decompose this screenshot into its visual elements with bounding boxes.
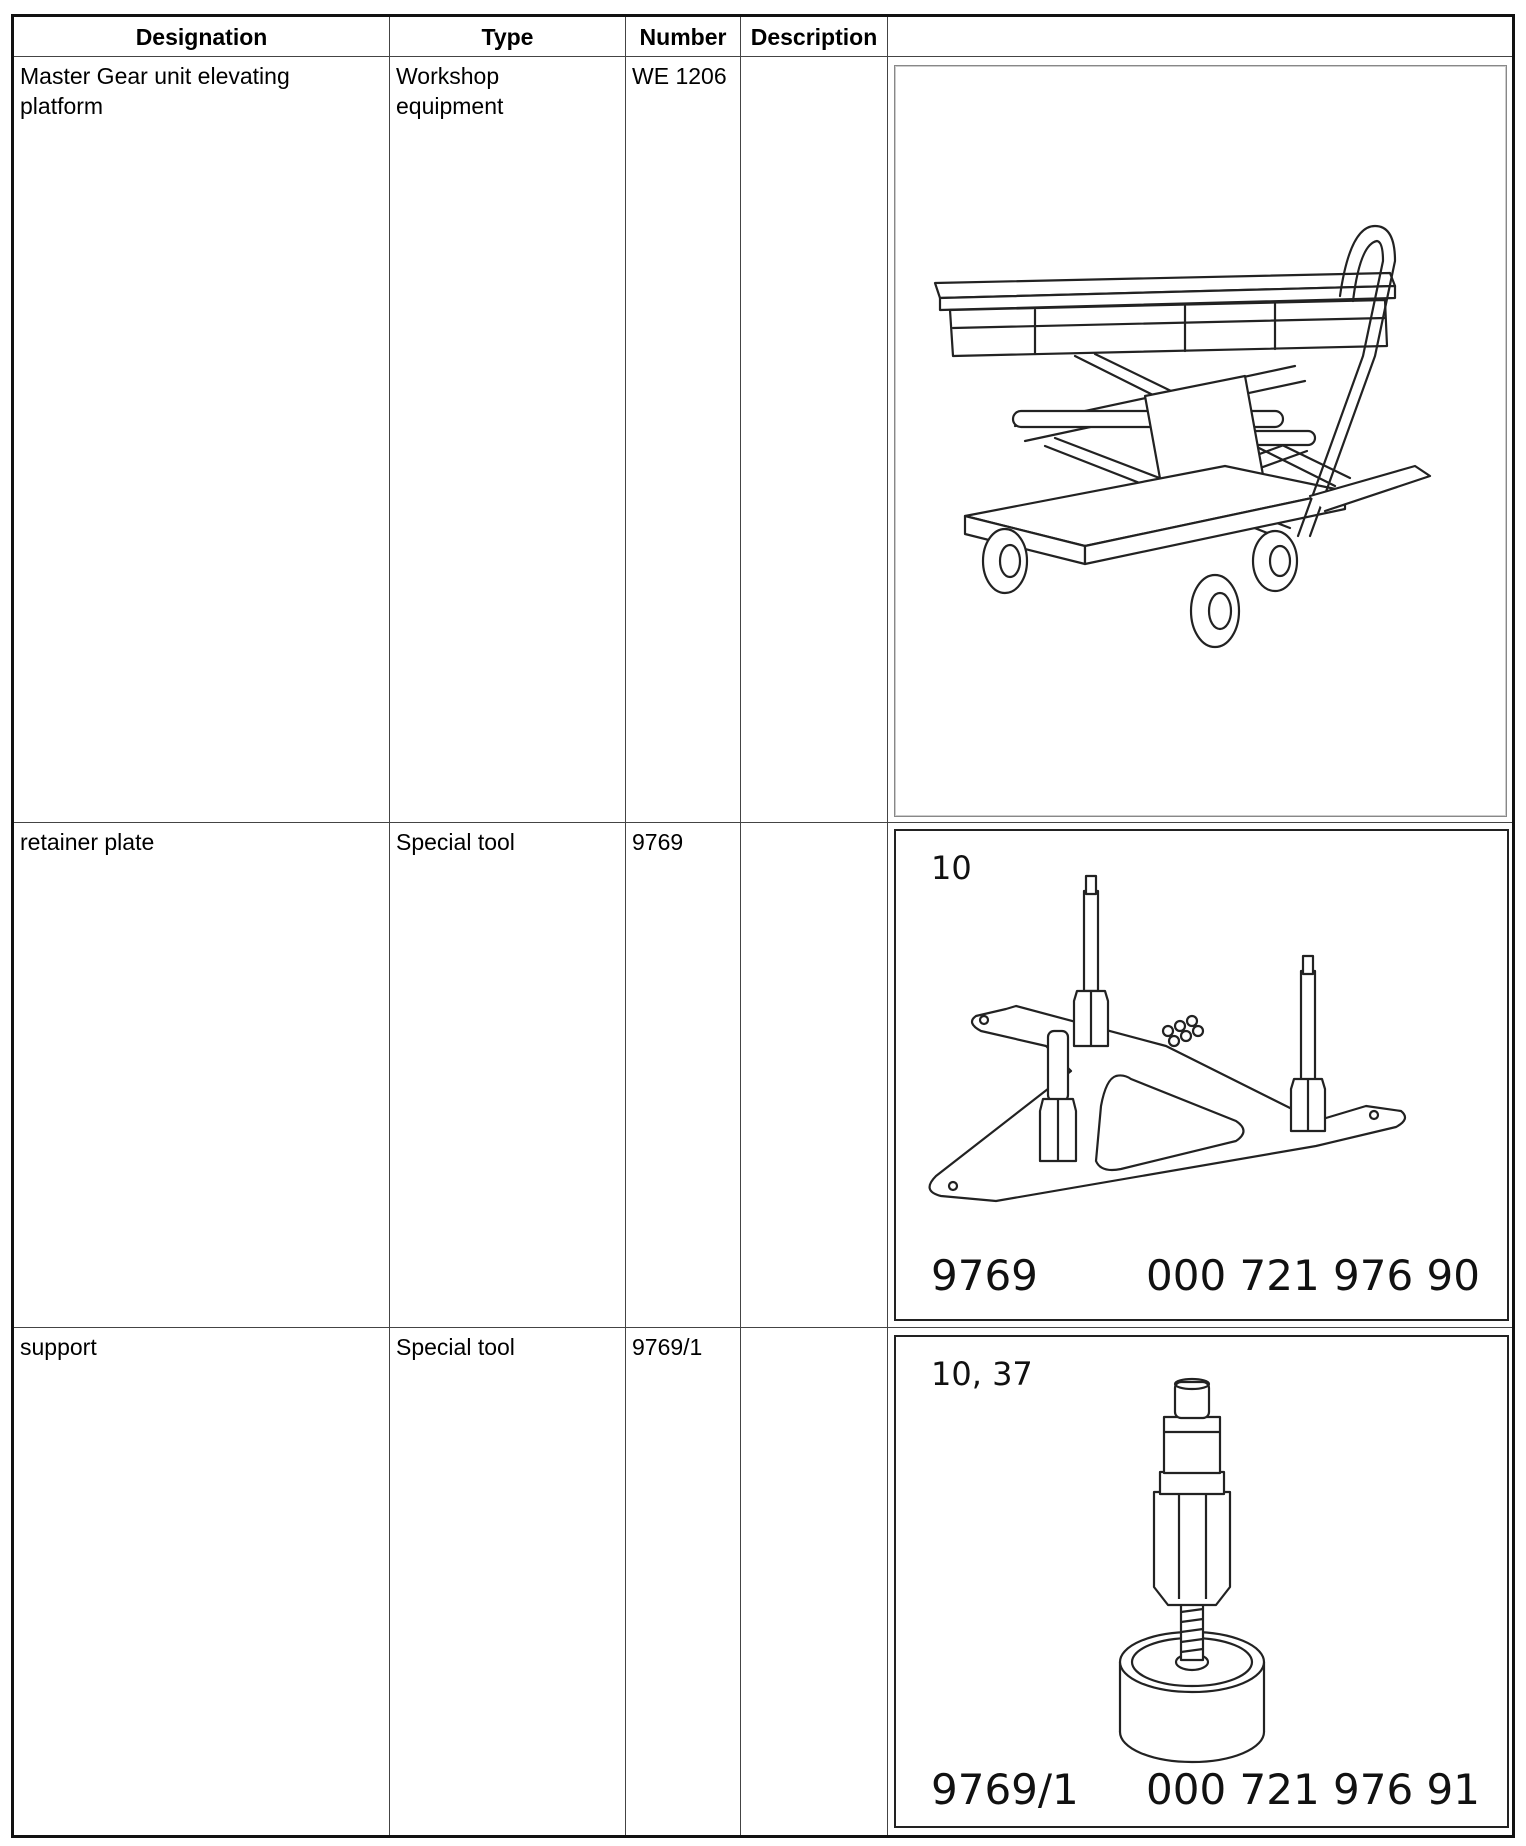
row2-designation: retainer plate [20, 829, 155, 855]
page-ref-label: 10 [931, 849, 972, 887]
tools-table [11, 14, 1515, 1838]
part-number-label: 000 721 976 91 [1146, 1765, 1480, 1814]
row2-type: Special tool [396, 829, 515, 855]
column-divider [740, 17, 741, 1835]
row2-description [741, 823, 887, 827]
support-illustration [894, 1335, 1509, 1828]
column-divider [389, 17, 390, 1835]
scissor-lift-platform-illustration [894, 65, 1507, 817]
row1-number: WE 1206 [632, 63, 727, 89]
row3-description [741, 1328, 887, 1332]
tool-number-label: 9769 [931, 1251, 1038, 1300]
column-divider [625, 17, 626, 1835]
header-type: Type [481, 24, 534, 50]
page-ref-label: 10, 37 [931, 1355, 1033, 1393]
header-designation: Designation [135, 24, 268, 50]
retainer-plate-illustration [894, 829, 1509, 1321]
row1-type: Workshop equipment [396, 63, 504, 119]
row1-description [741, 57, 887, 61]
row2-number: 9769 [632, 829, 684, 855]
header-number: Number [639, 24, 727, 50]
tool-number-label: 9769/1 [931, 1765, 1079, 1814]
row3-type: Special tool [396, 1334, 515, 1360]
row3-number: 9769/1 [632, 1334, 703, 1360]
header-description: Description [750, 24, 878, 50]
row3-designation: support [20, 1334, 97, 1360]
column-divider [887, 17, 888, 1835]
part-number-label: 000 721 976 90 [1146, 1251, 1480, 1300]
row1-designation: Master Gear unit elevating platform [20, 63, 290, 119]
